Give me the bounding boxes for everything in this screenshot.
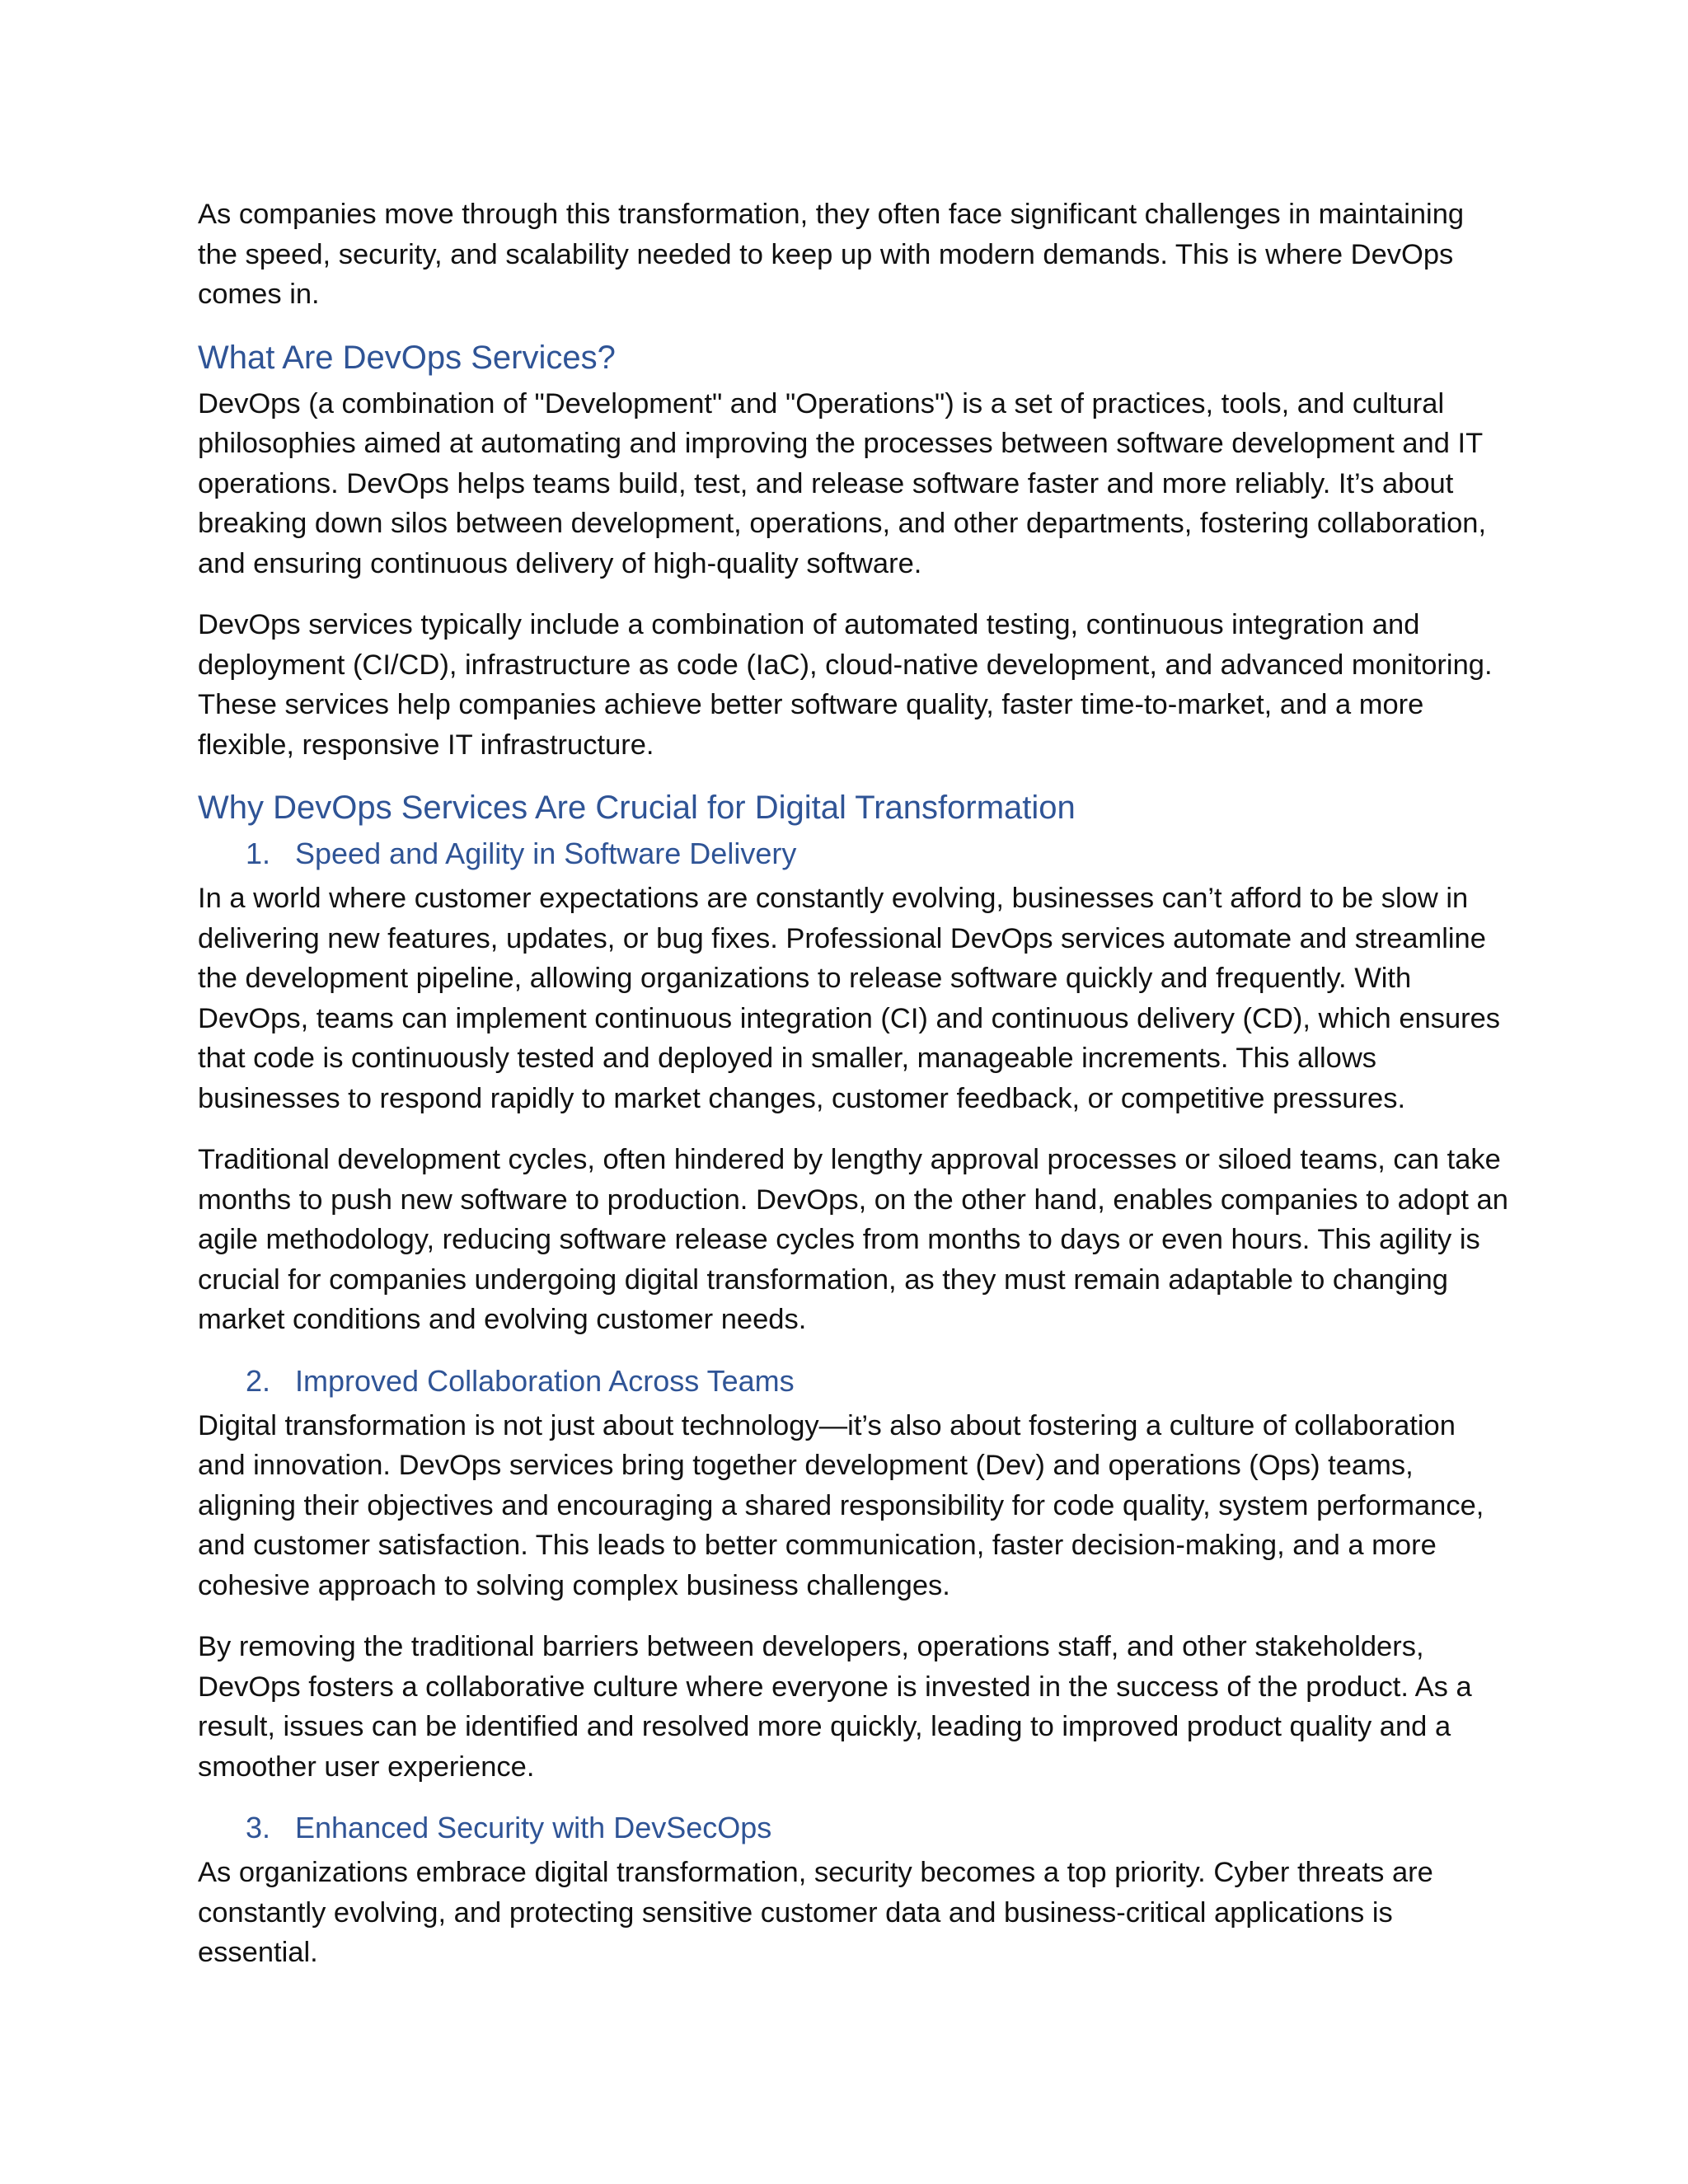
list-number: 2. bbox=[246, 1363, 271, 1398]
subsection-title: Speed and Agility in Software Delivery bbox=[295, 837, 797, 870]
document-page bbox=[198, 194, 1508, 1994]
list-number: 3. bbox=[246, 1811, 271, 1844]
section-heading-what-are-devops: What Are DevOps Services? bbox=[198, 339, 616, 376]
paragraph: By removing the traditional barriers between developers, operations staff, and other stakeholders, DevOps fosters a collaborative culture where everyone is invested in the success of the product. As a result, issues can be identified and resolved more quickly, leading to improved product quality and a smoother user experience. bbox=[198, 1631, 1472, 1783]
paragraph: DevOps services typically include a combination of automated testing, continuous integration and deployment (CI/CD), infrastructure as code (IaC), cloud-native development, and advanced monitoring. These services help companies achieve better software quality, faster time-to-market, and a more flexible, responsive IT infrastructure. bbox=[198, 609, 1493, 761]
paragraph: As organizations embrace digital transformation, security becomes a top priority. Cyber threats are constantly evolving, and protecting sensitive customer data and business-critical applications is essential. bbox=[198, 1857, 1433, 1968]
subsection-heading-speed-agility bbox=[198, 834, 1508, 874]
subsection-title: Improved Collaboration Across Teams bbox=[295, 1363, 795, 1398]
list-number: 1. bbox=[246, 837, 271, 870]
paragraph: Digital transformation is not just about technology—it’s also about fostering a culture of collaboration and innovation. DevOps services bring together development (Dev) and operations (Ops) teams, aligning their objectives and encouraging a shared responsibility for code quality, system performance, and customer satisfaction. This leads to better communication, faster decision-making, and a more cohesive approach to solving complex business challenges. bbox=[198, 1409, 1484, 1601]
subsection-heading-collaboration bbox=[198, 1361, 1508, 1401]
section-heading-why-devops: Why DevOps Services Are Crucial for Digital Transformation bbox=[198, 790, 1076, 826]
subsection-title: Enhanced Security with DevSecOps bbox=[295, 1811, 772, 1844]
intro-paragraph: As companies move through this transformation, they often face significant challenges in maintaining the speed, security, and scalability needed to keep up with modern demands. This is where DevOps comes in. bbox=[198, 199, 1465, 310]
paragraph: Traditional development cycles, often hindered by lengthy approval processes or siloed teams, can take months to push new software to production. DevOps, on the other hand, enables companies to adopt an agile methodology, reducing software release cycles from months to days or even hours. This agility is crucial for companies undergoing digital transformation, as they must remain adaptable to changing market conditions and evolving customer needs. bbox=[198, 1144, 1508, 1335]
paragraph: DevOps (a combination of "Development" and "Operations") is a set of practices, tools, and cultural philosophies aimed at automating and improving the processes between software development and IT operations. DevOps helps teams build, test, and release software faster and more reliably. It’s about breaking down silos between development, operations, and other departments, fostering collaboration, and ensuring continuous delivery of high-quality software. bbox=[198, 387, 1487, 579]
paragraph: In a world where customer expectations are constantly evolving, businesses can’t afford to be slow in delivering new features, updates, or bug fixes. Professional DevOps services automate and streamline the development pipeline, allowing organizations to release software quickly and frequently. With DevOps, teams can implement continuous integration (CI) and continuous delivery (CD), which ensures that code is continuously tested and deployed in smaller, manageable increments. This allows businesses to respond rapidly to market changes, customer feedback, or competitive pressures. bbox=[198, 883, 1501, 1114]
subsection-heading-devsecops bbox=[198, 1808, 1508, 1848]
